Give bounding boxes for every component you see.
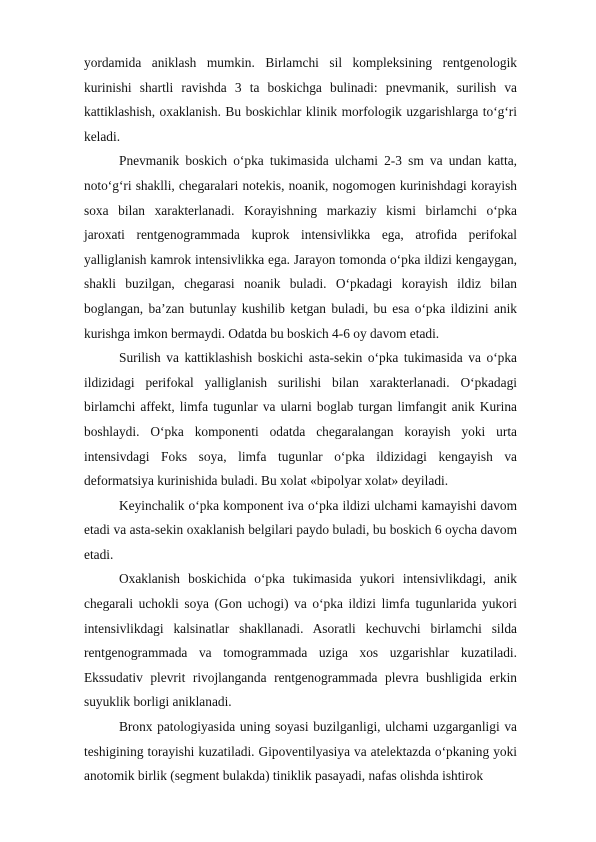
paragraph-calcification-stage: Oxaklanish boskichida o‘pka tukimasida yukori intensivlikdagi, anik chegarali uchokli soya (Gon uchogi) va o‘pka ildizi limfa tugunlarida yukori intensivlikdagi kalsinatlar shakllanadi. Asoratli kechuvchi birlamchi silda rentgenogrammada va tomogrammada uziga xos uzgarishlar kuzatiladi. Ekssudativ plevrit rivojlanganda rentgenogrammada plevra bushligida erkin suyuklik borligi aniklanadi. bbox=[84, 571, 517, 710]
paragraph-continuation: yordamida aniklash mumkin. Birlamchi sil kompleksining rentgenologik kurinishi shartli ravishda 3 ta boskichga bulinadi: pnevmanik, surilish va kattiklashish, oxaklanish. Bu boskichlar klinik morfologik uzgarishlarga to‘g‘ri keladi. bbox=[84, 55, 517, 144]
paragraph-bronchial-pathology: Bronx patologiyasida uning soyasi buzilganligi, ulchami uzgarganligi va teshigining torayishi kuzatiladi. Gipoventilyasiya va atelektazda o‘pkaning yoki anotomik birlik (segment bulakda) tiniklik pasayadi, nafas olishda ishtirok bbox=[84, 719, 517, 784]
document-page bbox=[84, 51, 517, 789]
paragraph-resorption-stage: Surilish va kattiklashish boskichi asta-sekin o‘pka tukimasida va o‘pka ildizidagi perifokal yalliglanish surilishi bilan xarakterlanadi. O‘pkadagi birlamchi affekt, limfa tugunlar va ularni boglab turgan limfangit anik Kurina boshlaydi. O‘pka komponenti odatda chegaralangan korayish yoki urta intensivdagi Foks soya, limfa tugunlar o‘pka ildizidagi kengayish va deformatsiya kurinishida buladi. Bu xolat «bipolyar xolat» deyiladi. bbox=[84, 350, 517, 489]
paragraph-later-changes: Keyinchalik o‘pka komponent iva o‘pka ildizi ulchami kamayishi davom etadi va asta-sekin oxaklanish belgilari paydo buladi, bu boskich 6 oycha davom etadi. bbox=[84, 497, 517, 562]
paragraph-pneumonic-stage: Pnevmanik boskich o‘pka tukimasida ulchami 2-3 sm va undan katta, noto‘g‘ri shaklli, chegaralari notekis, noanik, nogomogen kurinishdagi korayish soxa bilan xarakterlanadi. Korayishning markaziy kismi birlamchi o‘pka jaroxati rentgenogrammada kuprok intensivlikka ega, atrofida perifokal yalliglanish kamrok intensivlikka ega. Jarayon tomonda o‘pka ildizi kengaygan, shakli buzilgan, chegarasi noanik buladi. O‘pkadagi korayish ildiz bilan boglangan, ba’zan butunlay kushilib ketgan buladi, bu esa o‘pka ildizini anik kurishga imkon bermaydi. Odatda bu boskich 4-6 oy davom etadi. bbox=[84, 153, 517, 341]
